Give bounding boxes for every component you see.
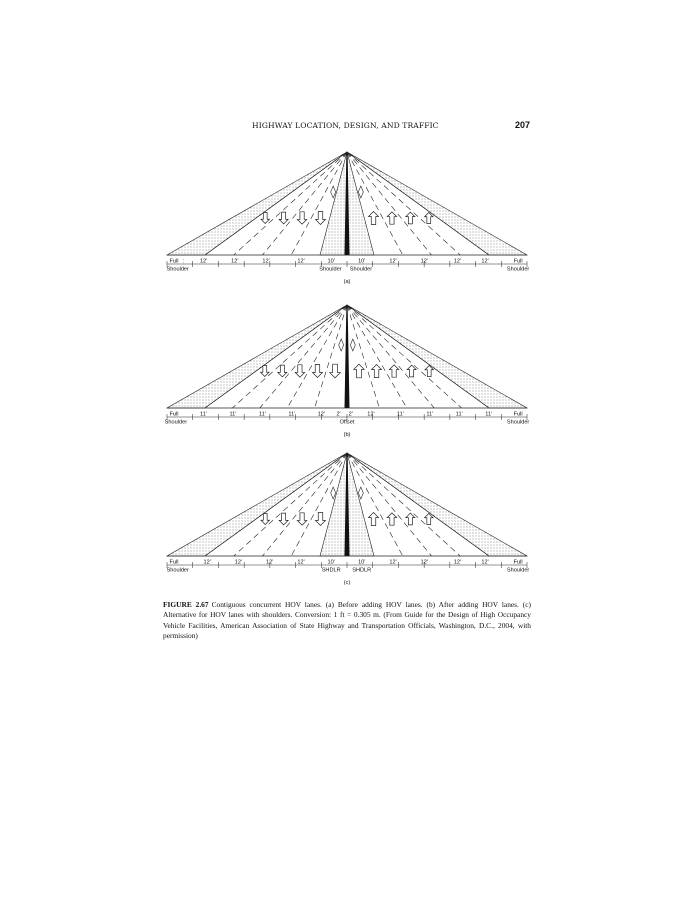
running-header: [170, 121, 530, 135]
dimension-label: Full: [513, 258, 523, 265]
running-title: HIGHWAY LOCATION, DESIGN, AND TRAFFIC: [252, 121, 439, 130]
lane-arrow-down: [261, 212, 270, 223]
lane-arrow-up: [369, 212, 379, 225]
lane-arrow-up: [387, 513, 397, 525]
right-shoulder: [347, 152, 527, 255]
hov-diamond: [358, 487, 363, 499]
dimension-label: 10': [327, 559, 335, 566]
lane-arrow-up: [354, 364, 365, 378]
dimension-label: 11': [426, 411, 434, 418]
lane-line: [347, 305, 407, 408]
figure-panel-a: [163, 150, 531, 290]
dimension-label: 12': [317, 411, 325, 418]
panel-label: (c): [343, 580, 351, 586]
dimension-label: 10': [358, 258, 366, 265]
lane-arrow-down: [279, 513, 288, 525]
left-shoulder: [167, 305, 347, 408]
figure-label: FIGURE 2.67: [163, 600, 209, 609]
highway-diagram: [163, 150, 531, 290]
lane-arrow-down: [315, 212, 325, 225]
lane-arrow-down: [261, 513, 270, 524]
lane-arrow-up: [406, 212, 415, 224]
dimension-label: 2': [336, 411, 341, 418]
dimension-label: 11': [485, 411, 493, 418]
shoulder-label: SHDLR: [352, 567, 372, 574]
shoulder-label: Shoulder: [319, 266, 342, 273]
dimension-label: Full: [169, 258, 179, 265]
dimension-label: 10': [358, 559, 366, 566]
shoulder-label: Shoulder: [349, 266, 373, 273]
lane-arrow-down: [297, 212, 307, 224]
right-shoulder: [347, 453, 527, 556]
lane-arrow-up: [425, 513, 434, 524]
right-shoulder: [347, 305, 527, 408]
caption-text: Contiguous concurrent HOV lanes. (a) Before adding HOV lanes. (b) After adding HOV lanes. (c) Alternative for HOV lanes with shoulders. Conversion: 1 ft = 0.305 m. (From Guide for the Design of High Occupancy Vehicle Facilities, American Association of State Highway and Transportation Officials, Washington, D.C., 2004, with permission): [163, 600, 531, 641]
hov-diamond: [358, 186, 363, 198]
dimension-label: 2': [348, 411, 353, 418]
lane-arrow-up: [425, 212, 434, 223]
lane-line: [347, 305, 462, 408]
dimension-label: 12': [234, 559, 243, 566]
dimension-label: Full: [169, 411, 179, 418]
lane-arrow-up: [389, 365, 399, 377]
page-number: 207: [514, 120, 530, 130]
dimension-label: 12': [420, 258, 428, 265]
lane-arrow-up: [372, 365, 382, 378]
lane-arrow-up: [369, 513, 379, 526]
left-shoulder: [167, 453, 347, 556]
dimension-label: 12': [389, 258, 397, 265]
dimension-label: 11': [229, 411, 237, 418]
lane-arrow-down: [312, 365, 322, 378]
lane-line: [232, 305, 347, 408]
dimension-label: 11': [200, 411, 207, 418]
shoulder-label: Shoulder: [166, 266, 189, 273]
panel-label: (b): [343, 432, 351, 438]
dimension-label: 11': [288, 411, 296, 418]
lane-arrow-up: [406, 513, 415, 525]
dimension-label: 12': [203, 559, 211, 566]
highway-diagram: [163, 451, 531, 591]
hov-diamond: [339, 339, 344, 351]
dimension-label: 12': [199, 258, 208, 265]
shoulder-label: Shoulder: [164, 419, 188, 426]
figure-panel-b: [163, 303, 531, 443]
figure-caption: [163, 600, 531, 642]
dimension-label: Full: [169, 559, 179, 566]
lane-arrow-down: [295, 365, 305, 377]
dimension-label: :: [182, 258, 185, 265]
shoulder-label: Shoulder: [506, 266, 530, 273]
left-shoulder: [167, 152, 347, 255]
dimension-label: 12': [481, 258, 489, 265]
shoulder-label: Offset: [339, 419, 355, 426]
dimension-label: 12': [297, 559, 305, 566]
dimension-label: 12': [231, 258, 239, 265]
shoulder-label: SHDLR: [321, 567, 341, 574]
dimension-label: 10': [327, 258, 335, 265]
lane-arrow-up: [387, 212, 397, 224]
edge-line: [347, 305, 489, 408]
highway-diagram: [163, 303, 531, 443]
dimension-label: 12': [262, 258, 270, 265]
hov-diamond: [331, 487, 336, 499]
hov-diamond: [350, 339, 355, 351]
dimension-label: Full: [513, 411, 523, 418]
dimension-label: 12': [453, 559, 462, 566]
dimension-label: 12': [420, 559, 428, 566]
dimension-label: 11': [455, 411, 463, 418]
dimension-label: Full: [513, 559, 523, 566]
dimension-label: 12': [389, 559, 397, 566]
dimension-label: 12': [481, 559, 489, 566]
dimension-label: 12': [297, 258, 305, 265]
lane-arrow-up: [407, 365, 416, 377]
lane-arrow-down: [330, 364, 341, 378]
figure-panel-c: [163, 451, 531, 591]
panel-label: (a): [343, 279, 351, 285]
edge-line: [205, 305, 347, 408]
dimension-label: 11': [258, 411, 266, 418]
dimension-label: 12': [453, 258, 462, 265]
hov-diamond: [331, 186, 336, 198]
median-barrier: [345, 305, 350, 408]
shoulder-label: Shoulder: [166, 567, 189, 574]
shoulder-label: Shoulder: [506, 567, 530, 574]
dimension-label: 11': [396, 411, 404, 418]
lane-arrow-down: [315, 513, 325, 526]
dimension-label: 12': [266, 559, 274, 566]
lane-arrow-down: [279, 212, 288, 224]
lane-arrow-down: [297, 513, 307, 525]
shoulder-label: Shoulder: [506, 419, 530, 426]
lane-line: [287, 305, 347, 408]
dimension-label: 12': [367, 411, 375, 418]
lane-arrow-down: [278, 365, 287, 377]
